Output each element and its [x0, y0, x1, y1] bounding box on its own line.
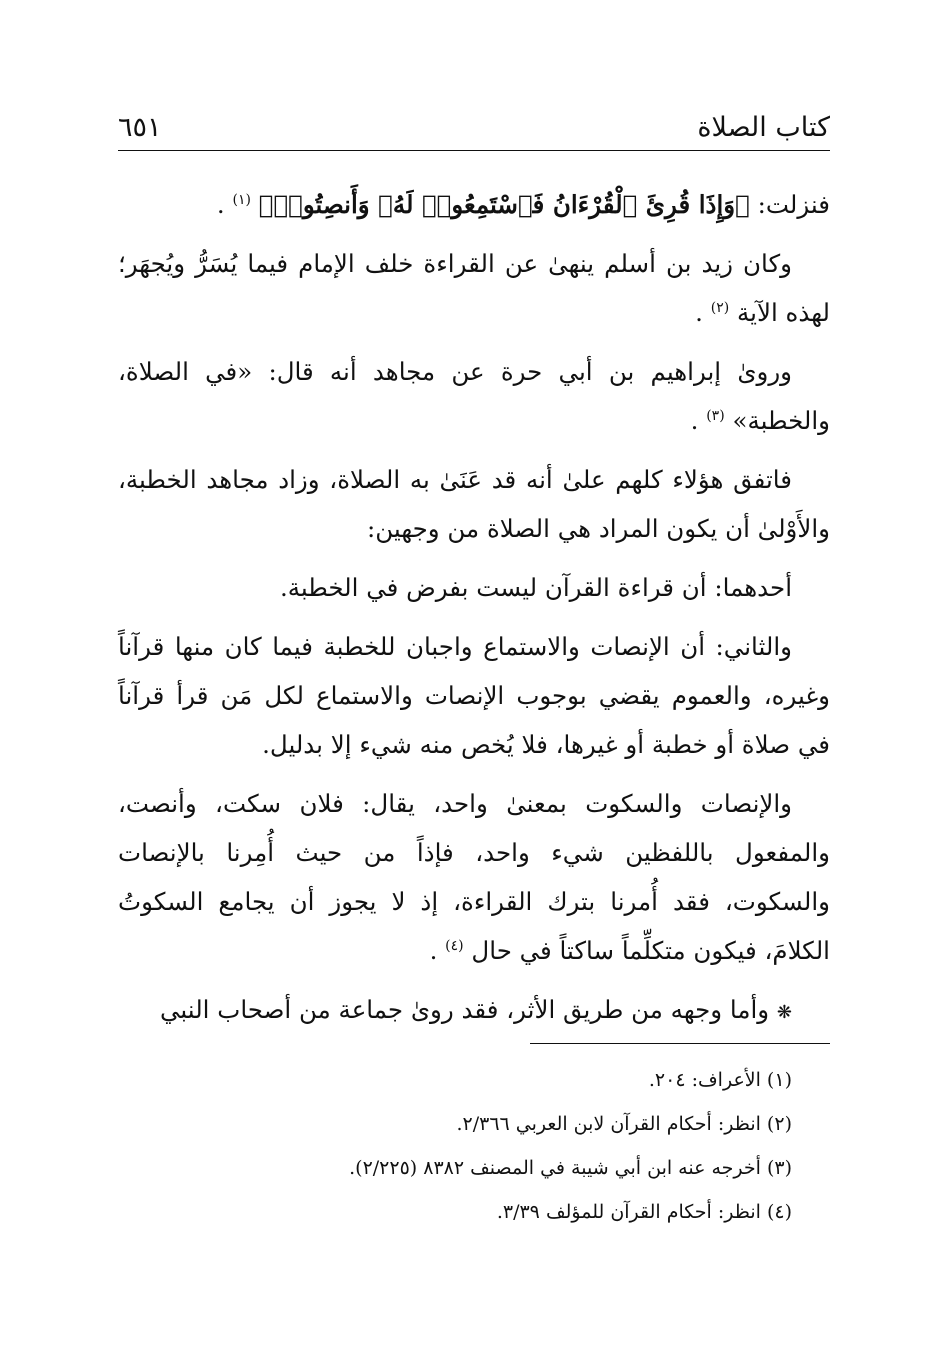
footnote-2: (٢) انظر: أحكام القرآن لابن العربي ٢/٣٦٦.	[456, 1113, 792, 1135]
paragraph-quran-verse	[118, 180, 830, 229]
paragraph-agreement	[118, 455, 830, 553]
page-header	[118, 108, 830, 148]
paragraph-silence	[118, 779, 830, 975]
paragraph-second-reason	[118, 622, 830, 769]
header-divider	[118, 150, 830, 151]
quran-verse: ﴿وَإِذَا قُرِئَ ٱلْقُرْءَانُ فَٱسْتَمِعُوا۟ لَهُۥ وَأَنصِتُوا۟﴾	[258, 190, 750, 219]
paragraph-text: وكان زيد بن أسلم ينهىٰ عن القراءة خلف الإمام فيما يُسَرُّ ويُجهَر؛ لهذه الآية	[118, 249, 830, 327]
footnotes	[118, 1058, 830, 1234]
paragraph-end: .	[429, 936, 438, 965]
paragraph-text: أحدهما: أن قراءة القرآن ليست بفرض في الخطبة.	[279, 573, 792, 602]
paragraph-end: .	[216, 190, 225, 219]
main-text	[118, 180, 830, 1047]
paragraph-end: .	[695, 298, 703, 327]
paragraph-athar	[118, 985, 830, 1037]
paragraph-text: فاتفق هؤلاء كلهم علىٰ أنه قد عَنَىٰ به الصلاة، وزاد مجاهد الخطبة، والأَوْلىٰ أن يكون المراد هي الصلاة من وجهين:	[118, 465, 830, 543]
footnote-3: (٣) أخرجه عنه ابن أبي شيبة في المصنف ٨٣٨٢ (٢/٢٢٥).	[349, 1157, 792, 1179]
paragraph-first-reason	[118, 563, 830, 612]
footnote-ref: (١)	[232, 191, 251, 208]
paragraph-text: فنزلت:	[749, 190, 830, 219]
page-number: ٦٥١	[118, 112, 162, 143]
paragraph-end: .	[690, 406, 699, 435]
footnote-ref: (٣)	[706, 407, 725, 424]
book-title: كتاب الصلاة	[697, 112, 830, 143]
paragraph-text: والإنصات والسكوت بمعنىٰ واحد، يقال: فلان سكت، وأنصت، والمفعول باللفظين شيء واحد، فإذاً من حيث أُمِرنا بالإنصات والسكوت، فقد أُمرنا بترك القراءة، إذ لا يجوز أن يجامع السكوتُ الكلامَ، فيكون متكلِّماً ساكتاً في حال	[118, 789, 830, 965]
footnote-1: (١) الأعراف: ٢٠٤.	[648, 1069, 792, 1091]
footnote-4: (٤) انظر: أحكام القرآن للمؤلف ٣/٣٩.	[496, 1201, 792, 1223]
footnote-ref: (٤)	[445, 937, 464, 954]
paragraph-mujahid	[118, 347, 830, 445]
footnote-ref: (٢)	[710, 299, 730, 316]
paragraph-text: والثاني: أن الإنصات والاستماع واجبان للخطبة فيما كان منها قرآناً وغيره، والعموم يقضي بوجوب الإنصات والاستماع لكل مَن قرأ قرآناً في صلاة أو خطبة أو غيرها، فلا يُخص منه شيء إلا بدليل.	[118, 632, 830, 759]
paragraph-zaid	[118, 239, 830, 337]
footnote-divider	[530, 1043, 830, 1044]
paragraph-text: وروىٰ إبراهيم بن أبي حرة عن مجاهد أنه قال: «في الصلاة، والخطبة»	[118, 357, 830, 435]
asterisk-icon: ❋	[776, 1002, 792, 1023]
book-page	[118, 0, 830, 1371]
paragraph-text: وأما وجهه من طريق الأثر، فقد روىٰ جماعة من أصحاب النبي	[159, 995, 770, 1024]
